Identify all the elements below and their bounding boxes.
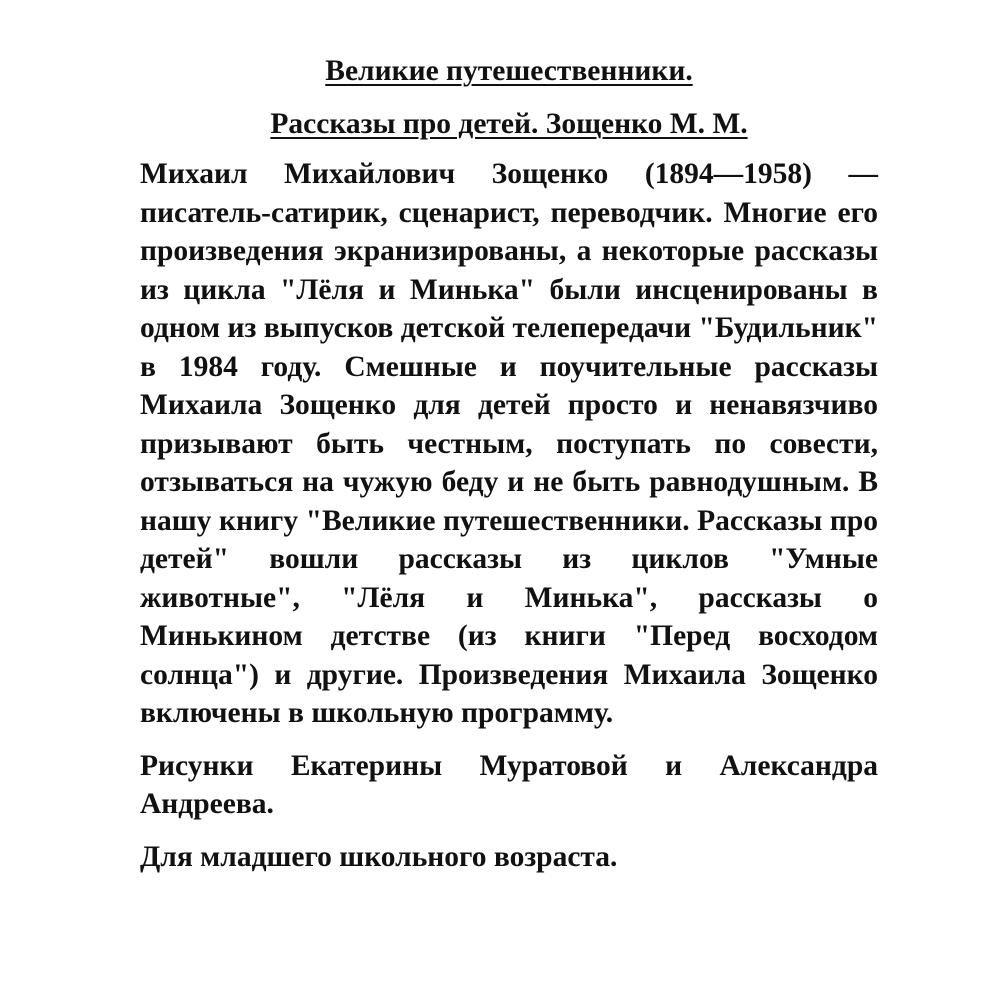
- description-paragraph: Михаил Михайлович Зощенко (1894—1958) — писатель-сатирик, сценарист, переводчик. Многие его произведения экранизированы, а некоторые рассказы из цикла "Лёля и Минька" были инсценированы в одном из выпусков детской телепередачи "Будильник" в 1984 году. Смешные и поучительные рассказы Михаила Зощенко для детей просто и ненавязчиво призывают быть честным, поступать по совести, отзываться на чужую беду и не быть равнодушным. В нашу книгу "Великие путешественники. Рассказы про детей" вошли рассказы из циклов "Умные животные", "Лёля и Минька", рассказы о Минькином детстве (из книги "Перед восходом солнца") и другие. Произведения Михаила Зощенко включены в школьную программу.: [140, 158, 878, 729]
- document-title: Великие путешественники.: [325, 55, 693, 87]
- age-group-paragraph: Для младшего школьного возраста.: [140, 840, 618, 873]
- document-page: [140, 52, 878, 876]
- document-subtitle: Рассказы про детей. Зощенко М. М.: [270, 108, 748, 140]
- illustrators-paragraph: Рисунки Екатерины Муратовой и Александра Андреева.: [140, 749, 878, 820]
